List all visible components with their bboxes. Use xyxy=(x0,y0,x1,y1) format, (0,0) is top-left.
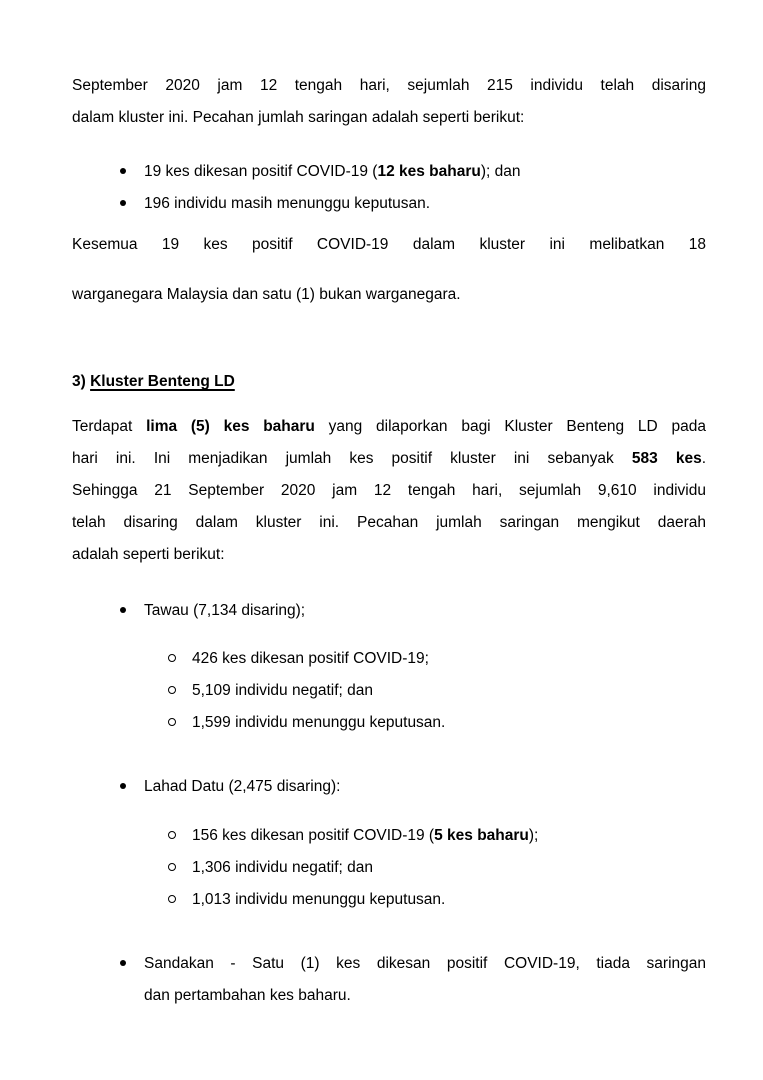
text-run: 19 kes dikesan positif COVID-19 ( xyxy=(144,163,378,180)
district-item-tawau xyxy=(72,595,706,627)
bullet-icon xyxy=(120,595,144,627)
text-run: Terdapat xyxy=(72,418,147,435)
bold-text-run: 583 kes xyxy=(631,450,702,467)
text-run: ); xyxy=(528,827,539,844)
list-item-text: 196 individu masih menunggu keputusan. xyxy=(144,195,431,212)
bullet-icon xyxy=(120,948,144,1012)
district-label: Tawau (7,134 disaring); xyxy=(144,602,306,619)
intro-bullet-list xyxy=(72,156,706,220)
section3-paragraph xyxy=(72,411,706,571)
section-number: 3) xyxy=(72,373,91,390)
sub-item-text xyxy=(192,820,706,852)
para-line: adalah seperti berikut: xyxy=(72,546,225,563)
circle-bullet-icon xyxy=(168,852,192,884)
closing-line-2: warganegara Malaysia dan satu (1) bukan warganegara. xyxy=(72,286,461,303)
intro-line-1: September 2020 jam 12 tengah hari, sejumlah 215 individu telah disaring xyxy=(72,77,706,94)
section-title: Kluster Benteng LD xyxy=(90,373,235,390)
para-line xyxy=(72,443,706,475)
para-line: Sehingga 21 September 2020 jam 12 tengah hari, sejumlah 9,610 individu xyxy=(72,482,706,499)
sandakan-line-2: dan pertambahan kes baharu. xyxy=(144,987,351,1004)
sub-item-text: 1,013 individu menunggu keputusan. xyxy=(192,891,446,908)
intro-paragraph xyxy=(72,70,706,134)
closing-line-1: Kesemua 19 kes positif COVID-19 dalam kluster ini melibatkan 18 xyxy=(72,236,706,253)
closing-paragraph xyxy=(72,220,706,320)
sub-item-text: 5,109 individu negatif; dan xyxy=(192,682,373,699)
para-line: telah disaring dalam kluster ini. Pecahan jumlah saringan mengikut daerah xyxy=(72,514,706,531)
para-line xyxy=(72,411,706,443)
text-run: yang dilaporkan bagi Kluster Benteng LD pada xyxy=(314,418,706,435)
sandakan-line-1: Sandakan - Satu (1) kes dikesan positif COVID-19, tiada saringan xyxy=(144,955,706,972)
list-item xyxy=(72,188,706,220)
list-item-text xyxy=(144,156,706,188)
bullet-icon xyxy=(120,188,144,220)
bold-text-run: 5 kes baharu xyxy=(434,827,529,844)
sub-list-item xyxy=(72,707,706,739)
bullet-icon xyxy=(120,771,144,803)
sub-item-text: 1,306 individu negatif; dan xyxy=(192,859,373,876)
circle-bullet-icon xyxy=(168,643,192,675)
district-label xyxy=(144,948,706,1012)
sub-list-item xyxy=(72,884,706,916)
sub-item-text: 1,599 individu menunggu keputusan. xyxy=(192,714,446,731)
list-item xyxy=(72,156,706,188)
bold-text-run: lima (5) kes baharu xyxy=(146,418,315,435)
intro-line-2: dalam kluster ini. Pecahan jumlah saringan adalah seperti berikut: xyxy=(72,109,525,126)
bold-text-run: 12 kes baharu xyxy=(377,163,481,180)
sub-list-item xyxy=(72,675,706,707)
text-run: hari ini. Ini menjadikan jumlah kes positif kluster ini sebanyak xyxy=(72,450,632,467)
text-run: ); dan xyxy=(480,163,521,180)
tawau-sublist xyxy=(72,643,706,739)
text-run: 156 kes dikesan positif COVID-19 ( xyxy=(192,827,435,844)
section-heading xyxy=(72,366,706,398)
sub-list-item xyxy=(72,643,706,675)
district-item-sandakan xyxy=(72,948,706,1012)
circle-bullet-icon xyxy=(168,707,192,739)
district-item-lahad-datu xyxy=(72,771,706,803)
bullet-icon xyxy=(120,156,144,188)
text-run: . xyxy=(701,450,707,467)
sub-item-text: 426 kes dikesan positif COVID-19; xyxy=(192,650,429,667)
sub-list-item xyxy=(72,820,706,852)
circle-bullet-icon xyxy=(168,884,192,916)
district-label: Lahad Datu (2,475 disaring): xyxy=(144,778,341,795)
sub-list-item xyxy=(72,852,706,884)
lahad-datu-sublist xyxy=(72,820,706,916)
circle-bullet-icon xyxy=(168,675,192,707)
circle-bullet-icon xyxy=(168,820,192,852)
